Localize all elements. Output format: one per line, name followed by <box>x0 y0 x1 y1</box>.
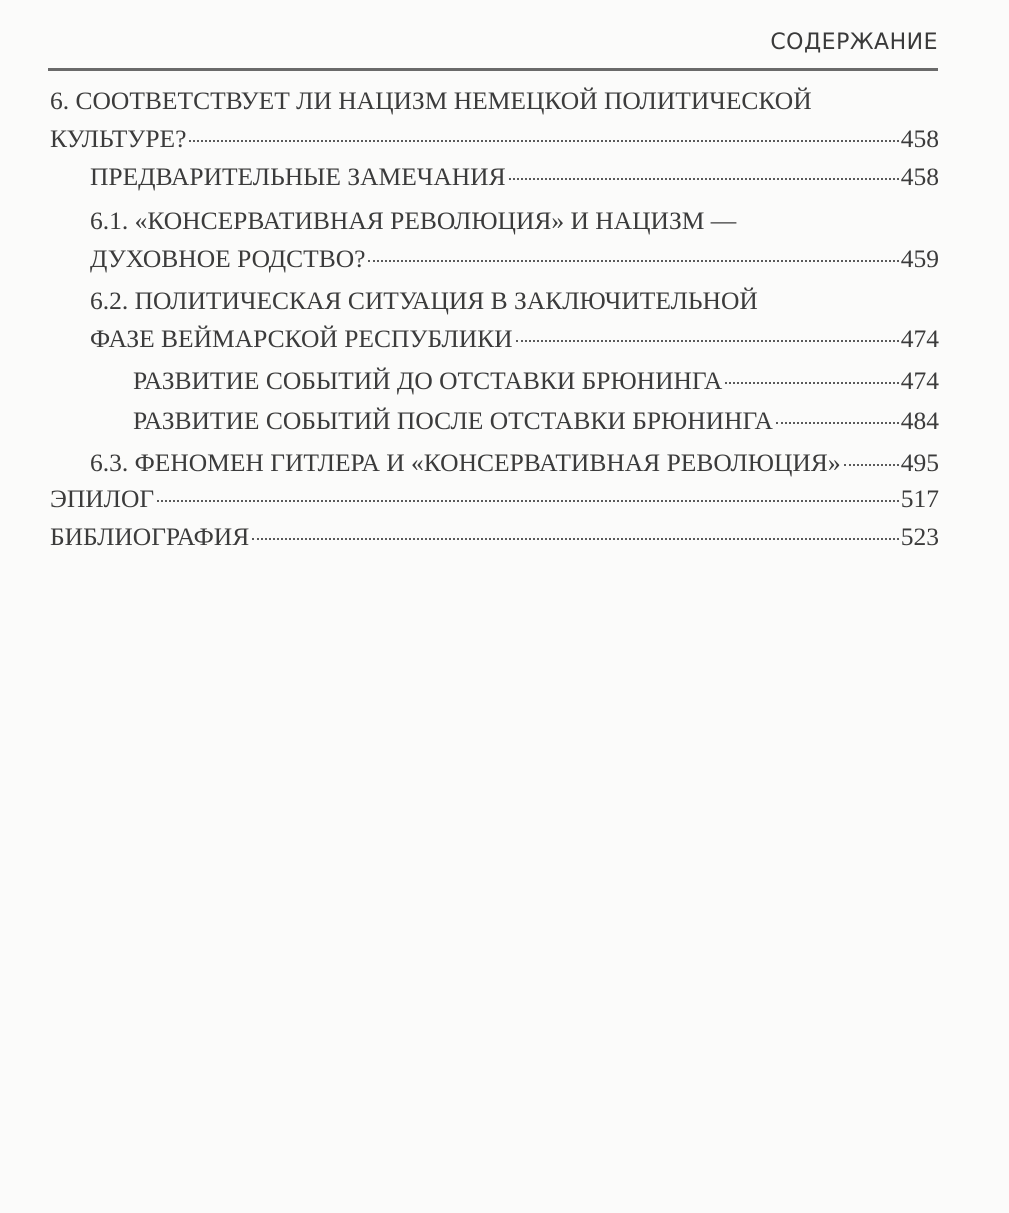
toc-entry-title: 6.1. «КОНСЕРВАТИВНАЯ РЕВОЛЮЦИЯ» И НАЦИЗМ — <box>90 206 737 235</box>
toc-entry-line[interactable] <box>90 444 939 482</box>
toc-entry-line <box>90 282 939 320</box>
toc-page-number: 458 <box>900 124 939 153</box>
toc-entry-line[interactable] <box>50 480 939 518</box>
toc-page-number: 458 <box>900 162 939 191</box>
toc-entry-line <box>90 202 939 240</box>
dot-leader <box>157 500 899 502</box>
toc-entry-title: ДУХОВНОЕ РОДСТВО? <box>90 244 366 273</box>
toc-page-number: 484 <box>900 406 939 435</box>
dot-leader <box>368 260 898 262</box>
toc-entry-line <box>50 82 939 120</box>
toc-entry-line[interactable] <box>50 120 939 158</box>
toc-entry-title: 6.2. ПОЛИТИЧЕСКАЯ СИТУАЦИЯ В ЗАКЛЮЧИТЕЛЬНОЙ <box>90 286 758 315</box>
toc-entry-title: РАЗВИТИЕ СОБЫТИЙ ПОСЛЕ ОТСТАВКИ БРЮНИНГА <box>133 406 773 435</box>
toc-entry-title: 6.3. ФЕНОМЕН ГИТЛЕРА И «КОНСЕРВАТИВНАЯ РЕВОЛЮЦИЯ» <box>90 448 841 477</box>
toc-entry-line[interactable] <box>133 402 939 440</box>
toc-entry-line[interactable] <box>133 362 939 400</box>
toc-page-number: 517 <box>900 484 939 513</box>
dot-leader <box>252 538 899 540</box>
toc-entry-title: КУЛЬТУРЕ? <box>50 124 187 153</box>
show-through-texture <box>0 560 1009 1200</box>
toc-entry-title: РАЗВИТИЕ СОБЫТИЙ ДО ОТСТАВКИ БРЮНИНГА <box>133 366 723 395</box>
dot-leader <box>509 178 899 180</box>
toc-entry-title: ЭПИЛОГ <box>50 484 155 513</box>
toc-page-number: 459 <box>900 244 939 273</box>
toc-entry-title: ПРЕДВАРИТЕЛЬНЫЕ ЗАМЕЧАНИЯ <box>90 162 506 191</box>
dot-leader <box>844 464 899 466</box>
toc-entry-line[interactable] <box>50 518 939 556</box>
toc-entry-title: БИБЛИОГРАФИЯ <box>50 522 250 551</box>
toc-entry-line[interactable] <box>90 158 939 196</box>
toc-page-number: 474 <box>900 366 939 395</box>
toc-page-number: 495 <box>900 448 939 477</box>
header-rule <box>48 68 938 71</box>
dot-leader <box>776 422 899 424</box>
dot-leader <box>516 340 899 342</box>
toc-page-number: 474 <box>900 324 939 353</box>
toc-page-number: 523 <box>900 522 939 551</box>
running-header: СОДЕРЖАНИЕ <box>770 30 938 55</box>
toc-entry-line[interactable] <box>90 240 939 278</box>
dot-leader <box>189 140 898 142</box>
toc-entry-line[interactable] <box>90 320 939 358</box>
dot-leader <box>725 382 898 384</box>
toc-entry-title: ФАЗЕ ВЕЙМАРСКОЙ РЕСПУБЛИКИ <box>90 324 513 353</box>
toc-entry-title: 6. СООТВЕТСТВУЕТ ЛИ НАЦИЗМ НЕМЕЦКОЙ ПОЛИТИЧЕСКОЙ <box>50 86 812 115</box>
